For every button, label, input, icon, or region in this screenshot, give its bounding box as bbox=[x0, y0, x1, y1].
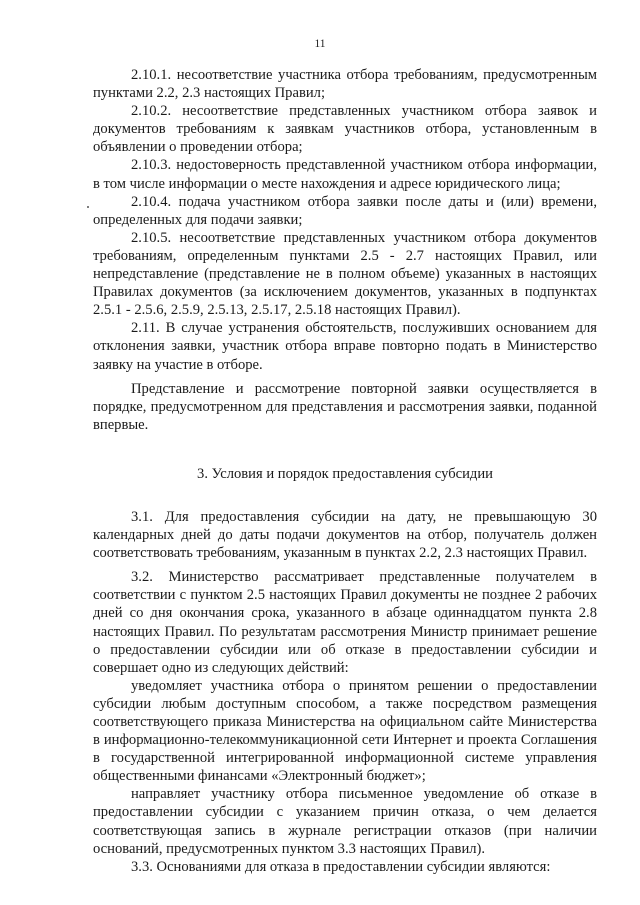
paragraph-2-10-2: 2.10.2. несоответствие представленных участником отбора заявок и документов требованиям к заявкам участников отбора, установленным в объявлении о проведении отбора; bbox=[93, 103, 597, 156]
page-number: 11 bbox=[314, 38, 326, 50]
paragraph-3-3: 3.3. Основаниями для отказа в предоставлении субсидии являются: bbox=[131, 858, 551, 875]
document-body bbox=[93, 66, 597, 876]
paragraph-2-10-4: 2.10.4. подача участником отбора заявки после даты и (или) времени, определенных для подачи заявки; bbox=[93, 193, 597, 228]
margin-mark bbox=[87, 206, 89, 208]
paragraph-2-11: 2.11. В случае устранения обстоятельств, послуживших основанием для отклонения заявки, участник отбора вправе повторно подать в Министерство заявку на участие в отборе. bbox=[93, 320, 597, 373]
paragraph-refusal-notice: направляет участнику отбора письменное уведомление об отказе в предоставлении субсидии с указанием причин отказа, о чем делается соответствующая запись в журнале регистрации отказов (при наличии оснований, предусмотренных пунктом 3.3 настоящих Правил). bbox=[93, 786, 597, 857]
paragraph-2-10-3: 2.10.3. недостоверность представленной участником отбора информации, в том числе информации о месте нахождения и адресе юридического лица; bbox=[93, 157, 597, 192]
paragraph-notify: уведомляет участника отбора о принятом решении о предоставлении субсидии любым доступным способом, а также посредством размещения соответствующего приказа Министерства на официальном сайте Министерства в информационно-телекоммуникационной сети Интернет и проекта Соглашения в государственной интегрированной информационной системе управления общественными финансами «Электронный бюджет»; bbox=[93, 677, 597, 785]
paragraph-2-10-5: 2.10.5. несоответствие представленных участником отбора документов требованиям, определенным пунктами 2.5 - 2.7 настоящих Правил, или непредставление (представление не в полном объеме) указанных в настоящих Правилах документов (за исключением документов, указанных в подпунктах 2.5.1 - 2.5.6, 2.5.9, 2.5.13, 2.5.17, 2.5.18 настоящих Правил). bbox=[93, 229, 597, 319]
paragraph-resubmission: Представление и рассмотрение повторной заявки осуществляется в порядке, предусмотренном для представления и рассмотрения заявки, поданной впервые. bbox=[93, 380, 597, 433]
paragraph-3-1: 3.1. Для предоставления субсидии на дату, не превышающую 30 календарных дней до даты подачи документов на отбор, получатель должен соответствовать требованиям, указанным в пунктах 2.2, 2.3 настоящих Правил. bbox=[93, 508, 597, 562]
paragraph-3-2: 3.2. Министерство рассматривает представленные получателем в соответствии с пунктом 2.5 настоящих Правил документы не позднее 2 рабочих дней со дня окончания срока, указанного в абзаце одиннадцатом пункта 2.8 настоящих Правил. По результатам рассмотрения Министр принимает решение о предоставлении субсидии или об отказе в предоставлении субсидии и совершает одно из следующих действий: bbox=[93, 569, 597, 676]
paragraph-2-10-1: 2.10.1. несоответствие участника отбора требованиям, предусмотренным пунктами 2.2, 2.3 настоящих Правил; bbox=[93, 67, 597, 102]
section-heading: 3. Условия и порядок предоставления субсидии bbox=[197, 465, 493, 482]
